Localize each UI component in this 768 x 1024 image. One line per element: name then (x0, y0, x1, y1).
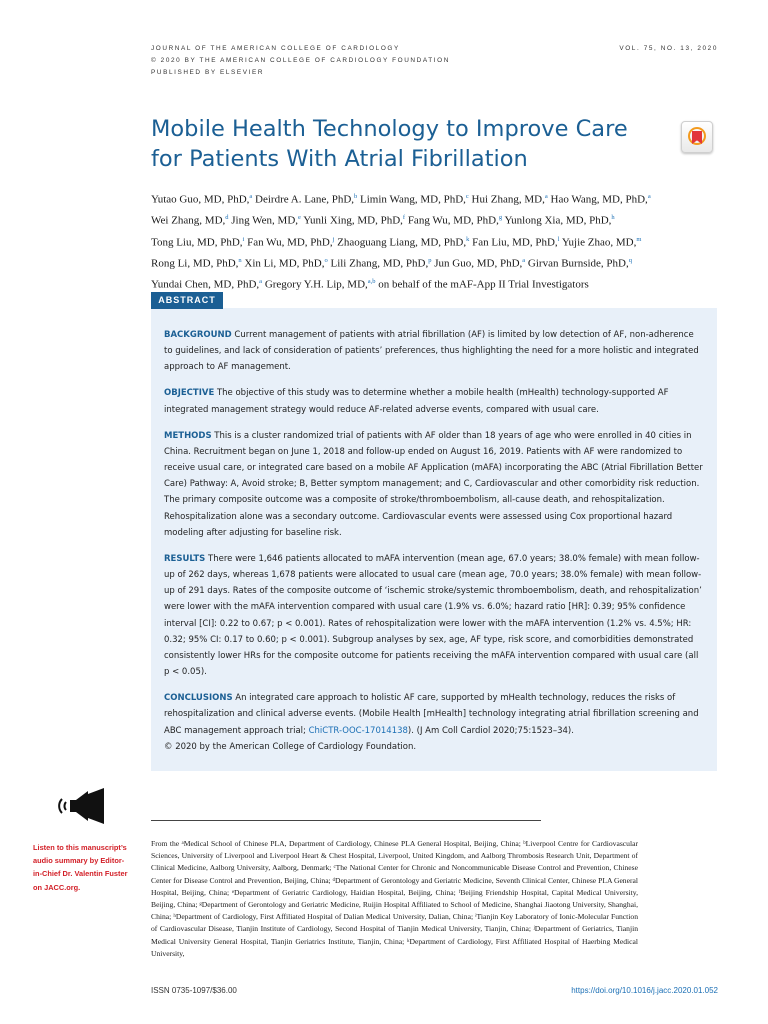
author-name: Yujie Zhao, MD, (561, 236, 637, 249)
author-affiliation-marker: a (544, 193, 548, 200)
objective-text: The objective of this study was to determine whether a mobile health (mHealth) technology-supported AF integrated management strategy would reduce AF-related adverse events, compared with usual care. (164, 388, 669, 415)
author-name: Zhaoguang Liang, MD, PhD, (337, 236, 467, 249)
objective-heading: OBJECTIVE (164, 388, 215, 399)
author-affiliation-marker: a (647, 193, 651, 200)
author-name: Gregory Y.H. Lip, MD, (264, 278, 368, 291)
author-name: Yunli Xing, MD, PhD, (303, 214, 403, 227)
abstract-methods (164, 428, 704, 541)
author-name: Jing Wen, MD, (231, 214, 299, 227)
trial-registry-link[interactable]: ChiCTR-OOC-17014138 (308, 725, 408, 736)
author-affiliation-marker: e (298, 214, 301, 222)
author-affiliation-marker: n (238, 256, 242, 264)
author-affiliation-marker: k (466, 235, 470, 243)
abstract-label: ABSTRACT (151, 292, 223, 309)
author-name: Girvan Burnside, PhD, (527, 257, 629, 270)
conclusions-text: An integrated care approach to holistic AF care, supported by mHealth technology, reduces the risks of rehospitalization and clinical adverse events. (Mobile Health [mHealth] technology integrating atrial fibrillation screening and ABC management approach trial; (164, 693, 699, 736)
author-affiliation-marker: a (259, 278, 263, 285)
abstract-conclusions (164, 690, 704, 755)
footnote-divider (151, 820, 541, 821)
author-name: Deirdre A. Lane, PhD, (255, 193, 355, 206)
author-name: Yutao Guo, MD, PhD, (151, 193, 250, 206)
article-title: Mobile Health Technology to Improve Care for Patients With Atrial Fibrillation (151, 116, 628, 172)
results-text: There were 1,646 patients allocated to mAFA intervention (mean age, 67.0 years; 38.0% female) with mean follow-up of 262 days, whereas 1,678 patients were allocated to usual care (mean age, 70.0 years; 38.0% female) with mean follow-up of 291 days. Rates of the composite outcome of ‘ischemic stroke/systemic thromboembolism, death, and rehospitalization’ were lower with the mAFA intervention compared with usual care (1.9% vs. 6.0%; hazard ratio [HR]: 0.39; 95% confidence interval [CI]: 0.22 to 0.67; p < 0.001). Rates of rehospitalization were lower with the mAFA intervention (1.2% vs. 4.5%; HR: 0.32; 95% CI: 0.17 to 0.60; p < 0.001). Subgroup analyses by sex, age, AF type, risk score, and comorbidities demonstrated consistently lower HRs for the composite outcome for patients receiving the mAFA intervention compared with usual care (all p < 0.05). (164, 553, 702, 678)
methods-text: This is a cluster randomized trial of patients with AF older than 18 years of age who were enrolled in 40 cities in China. Recruitment began on June 1, 2018 and follow-up ended on August 16, 2019. Patients with AF were randomized to receive usual care, or integrated care based on a mobile AF Application (mAFA) incorporating the ABC (Atrial Fibrillation Better Care) Pathway: A, Avoid stroke; B, Better symptom management; and C, Cardiovascular and other comorbidity risk reduction. The primary composite outcome was a composite of stroke/thromboembolism, all-cause death, and rehospitalization. Rehospitalization alone was a secondary outcome. Cardiovascular events were assessed using Cox proportional hazard modeling after adjusting for baseline risk. (164, 430, 703, 538)
author-list (151, 188, 711, 294)
author-affiliation-marker: d (225, 214, 229, 222)
author-name: Fan Wu, MD, PhD, (247, 236, 333, 249)
conclusions-heading: CONCLUSIONS (164, 693, 233, 704)
abstract-results (164, 551, 704, 681)
author-affiliation-marker: p (428, 256, 432, 264)
author-name: Limin Wang, MD, PhD, (360, 193, 466, 206)
speaker-icon[interactable] (58, 786, 108, 826)
results-heading: RESULTS (164, 553, 206, 564)
journal-publisher: PUBLISHED BY ELSEVIER (151, 69, 265, 76)
author-name: Yundai Chen, MD, PhD, (151, 278, 260, 291)
author-name: Tong Liu, MD, PhD, (151, 236, 243, 249)
author-name: Rong Li, MD, PhD, (151, 257, 239, 270)
journal-header (151, 43, 450, 79)
author-affiliation-marker: g (498, 214, 503, 222)
background-text: Current management of patients with atrial fibrillation (AF) is limited by low detection of AF, non-adherence to guidelines, and lack of consideration of patients’ preferences, thus highlighting the need for a more holistic and integrated approach to AF management. (164, 330, 699, 373)
crossmark-badge-icon[interactable] (681, 121, 713, 153)
author-name: Yunlong Xia, MD, PhD, (504, 214, 612, 227)
volume-info: VOL. 75, NO. 13, 2020 (619, 45, 718, 52)
author-line (151, 273, 711, 294)
abstract-body (164, 327, 704, 765)
author-line (151, 231, 711, 252)
author-name: Hao Wang, MD, PhD, (550, 193, 648, 206)
author-affiliation-marker: q (628, 256, 632, 264)
author-affiliation-marker: b (354, 193, 358, 200)
author-affiliation-marker: a (522, 256, 526, 264)
author-line (151, 209, 711, 230)
author-affiliation-marker: o (324, 256, 328, 264)
citation-text: ). (J Am Coll Cardiol 2020;75:1523–34). (407, 725, 574, 736)
author-line (151, 188, 711, 209)
author-affiliation-marker: a (249, 193, 253, 200)
author-name: Lili Zhang, MD, PhD, (330, 257, 429, 270)
abstract-background (164, 327, 704, 376)
journal-copyright: © 2020 BY THE AMERICAN COLLEGE OF CARDIOLOGY FOUNDATION (151, 57, 450, 64)
author-line (151, 252, 711, 273)
doi-link[interactable]: https://doi.org/10.1016/j.jacc.2020.01.052 (571, 986, 718, 995)
author-name: Jun Guo, MD, PhD, (434, 257, 523, 270)
abstract-copyright: © 2020 by the American College of Cardiology Foundation. (164, 741, 417, 752)
issn: ISSN 0735-1097/$36.00 (151, 986, 237, 995)
author-affiliation-marker: f (402, 214, 406, 222)
methods-heading: METHODS (164, 430, 212, 441)
background-heading: BACKGROUND (164, 330, 232, 340)
author-affiliation-marker: l (557, 235, 560, 243)
author-name: Fan Liu, MD, PhD, (472, 236, 558, 249)
author-affiliation-marker: j (332, 235, 335, 243)
author-name: Xin Li, MD, PhD, (244, 257, 325, 270)
author-affiliation-marker: m (636, 235, 642, 243)
author-name: on behalf of the mAF-App II Trial Investigators (378, 278, 589, 291)
author-affiliation-marker: h (611, 214, 615, 222)
affiliations: From the ᵃMedical School of Chinese PLA, Department of Cardiology, Chinese PLA General Hospital, Beijing, China; ᵇLiverpool Centre for Cardiovascular Sciences, University of Liverpool and Liverpool Heart & Chest Hospital, Liverpool, United Kingdom, and Aalborg Thrombosis Research Unit, Department of Clinical Medicine, Aalborg University, Aalborg, Denmark; ᶜThe National Center for Chronic and Noncommunicable Disease Control and Prevention, Chinese Center for Disease Control and Prevention, Beijing, China; ᵈDepartment of Gerontology and Geriatric Medicine, Seventh Clinical Center, Chinese PLA General Hospital, Beijing, China; ᵉDepartment of Geriatric Cardiology, Haidian Hospital, Beijing, China; ᶠBeijing Friendship Hospital, Capital Medical University, Beijing, China; ᵍDepartment of Gerontology and Geriatric Medicine, Ruijin Hospital Affiliated to School of Medicine, Shanghai Jiaotong University, Shanghai, China; ʰDepartment of Cardiology, First Affiliated Hospital of Dalian Medical University, Dalian, China; ⁱTianjin Key Laboratory of Ionic-Molecular Function of Cardiovascular Disease, Tianjin Institute of Cardiology, Second Hospital of Tianjin Medical University, Tianjin, China; ʲDepartment of Geriatrics, Tianjin Medical University General Hospital, Tianjin Geriatrics Institute, Tianjin, China; ᵏDepartment of Cardiology, First Affiliated Hospital of Haerbing Medical University, (151, 839, 638, 958)
author-affiliation-marker: a,b (367, 278, 376, 285)
author-name: Wei Zhang, MD, (151, 214, 226, 227)
abstract-objective (164, 385, 704, 417)
author-affiliation-marker: i (242, 235, 245, 243)
author-name: Fang Wu, MD, PhD, (407, 214, 499, 227)
author-name: Hui Zhang, MD, (471, 193, 545, 206)
author-affiliation-marker: c (465, 193, 469, 200)
journal-name: JOURNAL OF THE AMERICAN COLLEGE OF CARDIOLOGY (151, 45, 400, 52)
audio-summary-note[interactable]: Listen to this manuscript’s audio summary by Editor-in-Chief Dr. Valentin Fuster on JACC.org. (33, 843, 128, 892)
